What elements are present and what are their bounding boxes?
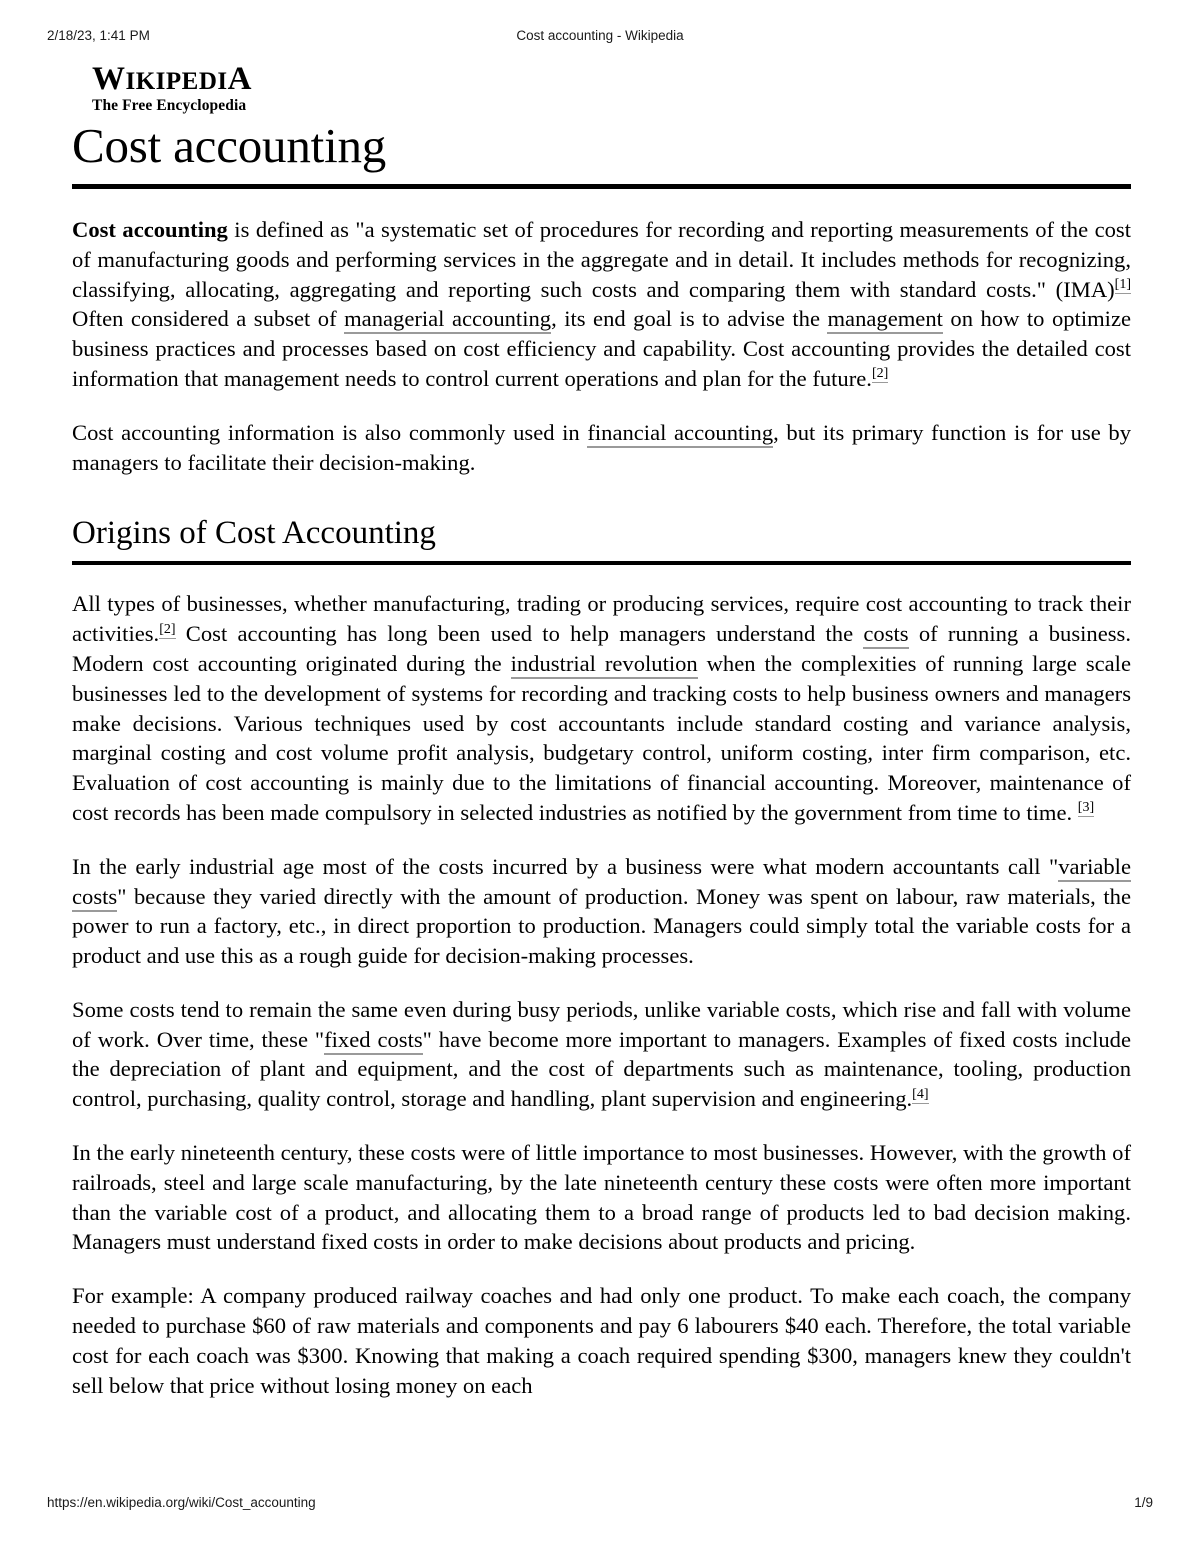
reference-link-1[interactable]: [1]: [1114, 277, 1131, 293]
page-content: [72, 62, 1131, 1400]
link-financial-accounting[interactable]: financial accounting: [587, 420, 773, 448]
s1p1-text-b: Cost accounting has long been used to help managers understand the: [175, 621, 864, 647]
print-footer: [0, 1495, 1200, 1515]
wordmark-letter-w: W: [92, 61, 126, 97]
s1p3-text-a: Some costs tend to remain the same even during busy periods, unlike variable costs, which rise and fall with volume of work. Over time, these ": [72, 996, 1131, 1052]
lead-term: Cost accounting: [72, 217, 228, 243]
paragraph-nineteenth-century: In the early nineteenth century, these costs were of little importance to most businesses. However, with the growth of railroads, steel and large scale manufacturing, by the late nineteenth century these costs were often more important than the variable cost of a product, and allocating them to a broad range of products led to bad decision making. Managers must understand fixed costs in order to make decisions about products and pricing.: [72, 1140, 1131, 1255]
print-footer-url[interactable]: https://en.wikipedia.org/wiki/Cost_accounting: [47, 1495, 316, 1510]
title-rule: [72, 184, 1131, 189]
lead-paragraph: [72, 215, 1131, 394]
s1p3-text-b: " have become more important to managers. Examples of fixed costs include the depreciation of plant and equipment, and the cost of departments such as maintenance, tooling, production control, purchasing, quality control, storage and handling, plant supervision and engineering.: [72, 1026, 1131, 1112]
reference-marker-4[interactable]: [912, 1087, 928, 1104]
lead-text-d: on how to optimize business practices and processes based on cost efficiency and capability. Cost accounting provides the detailed cost information that management needs to control current operations and plan for the future.: [72, 306, 1132, 391]
reference-marker-2b[interactable]: [159, 622, 175, 639]
print-header-date: 2/18/23, 1:41 PM: [47, 28, 150, 43]
wikipedia-logo: [92, 62, 1131, 113]
print-header: [0, 28, 1200, 48]
reference-marker-2[interactable]: [872, 366, 888, 383]
lead-text-a: is defined as "a systematic set of procedures for recording and reporting measurements of the cost of manufacturing goods and performing services in the aggregate and in detail. It includes methods for recognizing, classifying, allocating, aggregating and reporting such costs and comparing them with standard costs." (IMA): [72, 217, 1131, 302]
reference-link-4[interactable]: [4]: [912, 1086, 929, 1102]
reference-marker-1[interactable]: [1115, 277, 1131, 294]
lead-text-c: , its end goal is to advise the: [551, 306, 828, 332]
paragraph-origins-1: [72, 589, 1131, 827]
wikipedia-wordmark: [92, 62, 1131, 97]
link-management[interactable]: management: [827, 306, 942, 334]
reference-marker-3[interactable]: [1078, 800, 1094, 817]
print-footer-page-number: 1/9: [1134, 1495, 1153, 1510]
section-rule: [72, 561, 1131, 565]
wikipedia-tagline: The Free Encyclopedia: [92, 96, 247, 114]
wordmark-letter-a: A: [227, 61, 252, 97]
s1p1-text-d: when the complexities of running large scale businesses led to the development of systems for recording and tracking costs to help business owners and managers make decisions. Various techniques used by cost accountants include standard costing and variance analysis, marginal costing and cost volume profit analysis, budgetary control, uniform costing, inter firm comparison, etc. Evaluation of cost accounting is mainly due to the limitations of financial accounting. Moreover, maintenance of cost records has been made compulsory in selected industries as notified by the government from time to time.: [72, 650, 1131, 825]
link-industrial-revolution[interactable]: industrial revolution: [511, 651, 698, 679]
lead-text-b: Often considered a subset of: [72, 306, 345, 332]
page-title: Cost accounting: [72, 118, 387, 174]
p2-text-a: Cost accounting information is also commonly used in: [72, 419, 588, 445]
print-header-title: Cost accounting - Wikipedia: [516, 28, 684, 43]
s1p1-text-a: All types of businesses, whether manufacturing, trading or producing services, require cost accounting to track their activities.: [72, 591, 1131, 647]
link-variable-costs[interactable]: variable costs: [72, 854, 1131, 912]
reference-link-3[interactable]: [3]: [1077, 800, 1095, 816]
reference-link-2[interactable]: [2]: [871, 366, 889, 382]
reference-link-2b[interactable]: [2]: [159, 621, 176, 637]
paragraph-fixed-costs: [72, 995, 1131, 1114]
link-managerial-accounting[interactable]: managerial accounting: [344, 306, 551, 334]
p2-text-b: , but its primary function is for use by managers to facilitate their decision-making.: [72, 419, 1131, 475]
link-fixed-costs[interactable]: fixed costs: [324, 1027, 423, 1055]
s1p2-text-b: " because they varied directly with the amount of production. Money was spent on labour, raw materials, the power to run a factory, etc., in direct proportion to production. Managers could simply total the variable costs for a product and use this as a rough guide for decision-making processes.: [72, 883, 1131, 969]
paragraph-variable-costs: [72, 852, 1131, 971]
paragraph-financial-accounting: [72, 418, 1131, 478]
s1p1-text-c: of running a business. Modern cost accounting originated during the: [72, 621, 1131, 676]
link-costs[interactable]: costs: [863, 621, 908, 649]
s1p2-text-a: In the early industrial age most of the costs incurred by a business were what modern accountants call ": [72, 853, 1059, 879]
section-heading-origins: Origins of Cost Accounting: [72, 515, 436, 552]
paragraph-railway-example: For example: A company produced railway coaches and had only one product. To make each coach, the company needed to purchase $60 of raw materials and components and pay 6 labourers $40 each. Therefore, the total variable cost for each coach was $300. Knowing that making a coach required spending $300, managers knew they couldn't sell below that price without losing money on each: [72, 1283, 1131, 1398]
wordmark-letters-middle: IKIPEDI: [125, 68, 228, 95]
